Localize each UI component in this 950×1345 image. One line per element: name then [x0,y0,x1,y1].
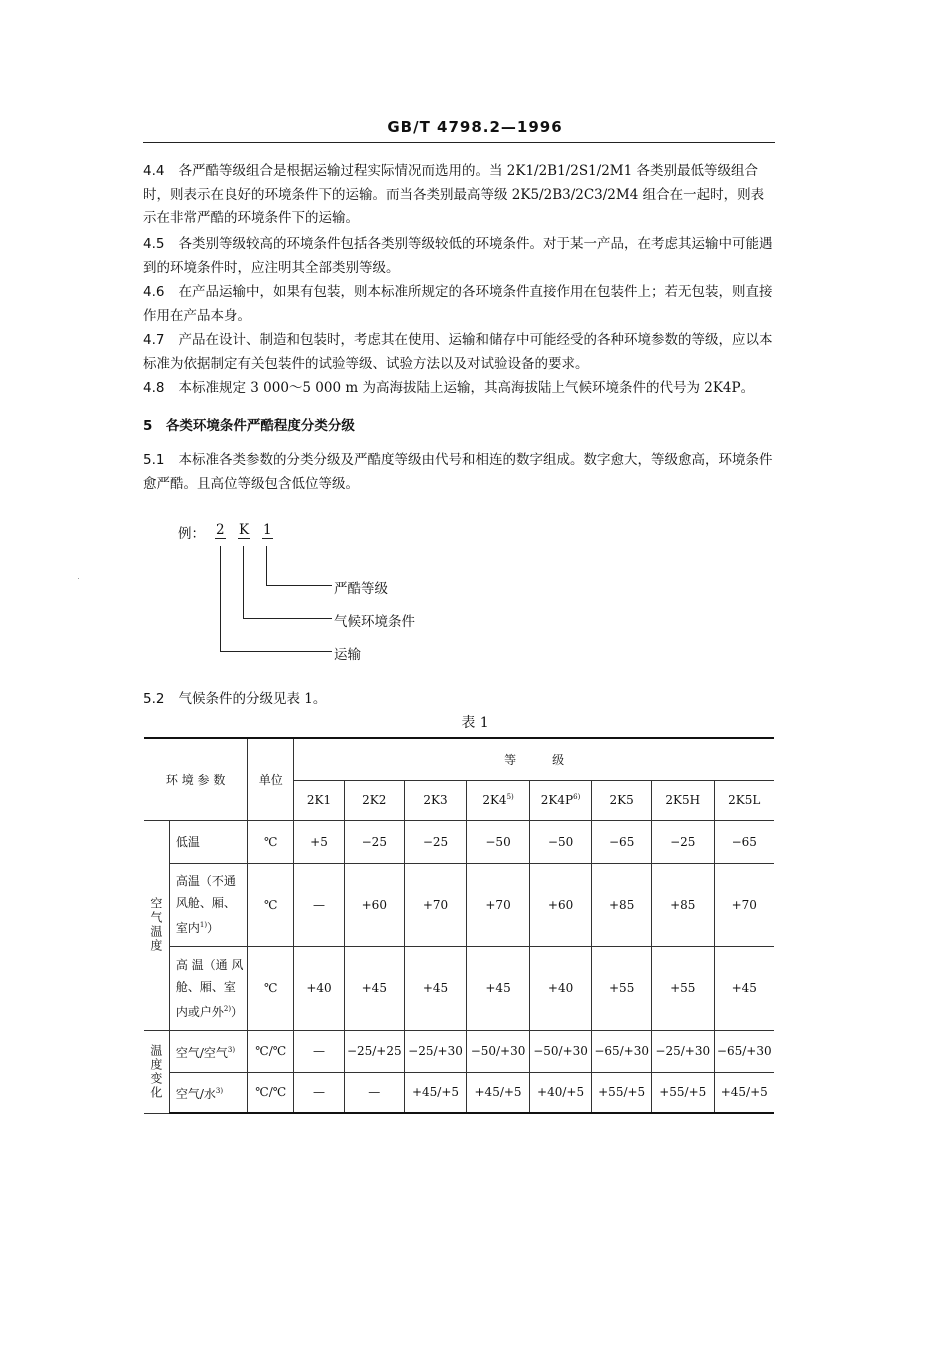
value-cell: +85 [652,863,715,946]
value-cell: −25 [344,820,404,863]
value-cell: +45 [714,946,774,1030]
paragraph-5-2 [143,688,775,712]
grade-header: $2K4P^{6)}$ [529,780,592,820]
value-cell: +55 [592,946,652,1030]
value-cell: +45/+5 [714,1072,774,1113]
example-transport-label: 运输 [334,647,361,663]
example-climate-label: 气候环境条件 [334,614,415,630]
climate-classification-table [144,737,774,1114]
example-char-transport: 2 [216,522,225,538]
value-cell: +45 [467,946,530,1030]
value-cell: +70 [714,863,774,946]
paragraph-4-4 [143,160,775,231]
value-cell: −25 [404,820,467,863]
value-cell: −50/+30 [529,1030,592,1072]
value-cell: — [294,863,345,946]
row-label-air-water: 空气/水$^{3)}$ [169,1072,247,1113]
paragraph-text: 在产品运输中，如果有包装，则本标准所规定的各环境条件直接作用在包装件上；若无包装，则直接作用在产品本身。 [143,284,773,324]
value-cell: — [294,1030,345,1072]
value-cell: +45/+5 [467,1072,530,1113]
paragraph-text: 产品在设计、制造和包装时，考虑其在使用、运输和储存中可能经受的各种环境参数的等级，应以本标准为依据制定有关包装件的试验等级、试验方法以及对试验设备的要求。 [143,332,773,372]
value-cell: +40 [529,946,592,1030]
value-cell: — [344,1072,404,1113]
value-cell: −65/+30 [592,1030,652,1072]
value-cell: −25 [652,820,715,863]
connector-line [243,546,244,619]
section-number: 4.7 [143,332,165,348]
value-cell: +45 [404,946,467,1030]
paragraph-5-1 [143,449,775,496]
connector-line [220,546,221,652]
paragraph-text: 气候条件的分级见表 1。 [178,691,327,707]
row-label-high-temp-unventilated: 高温（不通风舱、厢、室内$^{1)}$） [169,863,247,946]
header-env-param: 环 境 参 数 [144,738,248,820]
grade-header: 2K5H [652,780,715,820]
header-rule [143,142,775,143]
grade-header: 2K5L [714,780,774,820]
value-cell: +55/+5 [652,1072,715,1113]
value-cell: −65 [714,820,774,863]
value-cell: +60 [344,863,404,946]
header-unit: 单位 [248,738,294,820]
unit-cell: ℃ [248,820,294,863]
value-cell: — [294,1072,345,1113]
connector-line [266,546,267,586]
value-cell: −65/+30 [714,1030,774,1072]
section-number: 4.8 [143,380,165,396]
paragraph-text: 本标准各类参数的分类分级及严酷度等级由代号和相连的数字组成。数字愈大，等级愈高，环境条件愈严酷。且高位等级包含低位等级。 [143,452,773,492]
paragraph-text: 各严酷等级组合是根据运输过程实际情况而选用的。当 2K1/2B1/2S1/2M1 各类别最低等级组合时，则表示在良好的环境条件下的运输。而当各类别最高等级 2K5/2B3/2C3/2M4 组合在一起时，则表示在非常严酷的环境条件下的运输。 [143,163,765,226]
example-char-climate: K [239,522,250,538]
section-number: 5.2 [143,691,165,707]
unit-cell: ℃ [248,863,294,946]
value-cell: +5 [294,820,345,863]
value-cell: +55/+5 [592,1072,652,1113]
value-cell: +60 [529,863,592,946]
connector-line [266,585,332,586]
value-cell: −65 [592,820,652,863]
row-label-high-temp-ventilated: 高 温（通 风舱、厢、室 内或户外$^{2)}$） [169,946,247,1030]
grade-header: 2K5 [592,780,652,820]
value-cell: +70 [404,863,467,946]
grade-header: 2K1 [294,780,345,820]
standard-code-header: GB/T 4798.2—1996 [387,118,563,136]
section-number: 4.6 [143,284,165,300]
group-air-temperature: 空气温度 [144,820,169,1030]
example-char-severity: 1 [263,522,272,538]
group-temperature-change: 温度变化 [144,1030,169,1113]
value-cell: +55 [652,946,715,1030]
section-number: 5.1 [143,452,165,468]
value-cell: +40 [294,946,345,1030]
row-label-air-air: 空气/空气$^{3)}$ [169,1030,247,1072]
header-grade: 等 级 [294,738,774,780]
paragraph-4-7 [143,329,775,376]
example-severity-label: 严酷等级 [334,581,388,597]
value-cell: +45/+5 [404,1072,467,1113]
section-number: 4.5 [143,236,165,252]
section-number: 4.4 [143,163,165,179]
example-label: 例： [178,526,205,542]
value-cell: −50 [467,820,530,863]
value-cell: +85 [592,863,652,946]
value-cell: +40/+5 [529,1072,592,1113]
unit-cell: ℃/℃ [248,1072,294,1113]
value-cell: −50/+30 [467,1030,530,1072]
value-cell: −25/+30 [652,1030,715,1072]
paragraph-text: 本标准规定 3 000～5 000 m 为高海拔陆上运输，其高海拔陆上气候环境条件的代号为 2K4P。 [178,380,755,396]
connector-line [243,618,332,619]
grade-header: 2K3 [404,780,467,820]
unit-cell: ℃/℃ [248,1030,294,1072]
value-cell: +45 [344,946,404,1030]
scan-speck [78,578,79,579]
value-cell: −25/+25 [344,1030,404,1072]
section-5-heading: 5 各类环境条件严酷程度分类分级 [143,418,355,434]
row-label-low-temp: 低温 [169,820,247,863]
grade-header: 2K4$^{5)}$ [467,780,530,820]
value-cell: −25/+30 [404,1030,467,1072]
grade-header: 2K2 [344,780,404,820]
paragraph-4-8 [143,377,775,401]
value-cell: −50 [529,820,592,863]
paragraph-text: 各类别等级较高的环境条件包括各类别等级较低的环境条件。对于某一产品，在考虑其运输中可能遇到的环境条件时，应注明其全部类别等级。 [143,236,773,276]
connector-line [220,651,332,652]
value-cell: +70 [467,863,530,946]
paragraph-4-5 [143,233,775,280]
paragraph-4-6 [143,281,775,328]
unit-cell: ℃ [248,946,294,1030]
table-caption: 表 1 [461,715,489,731]
